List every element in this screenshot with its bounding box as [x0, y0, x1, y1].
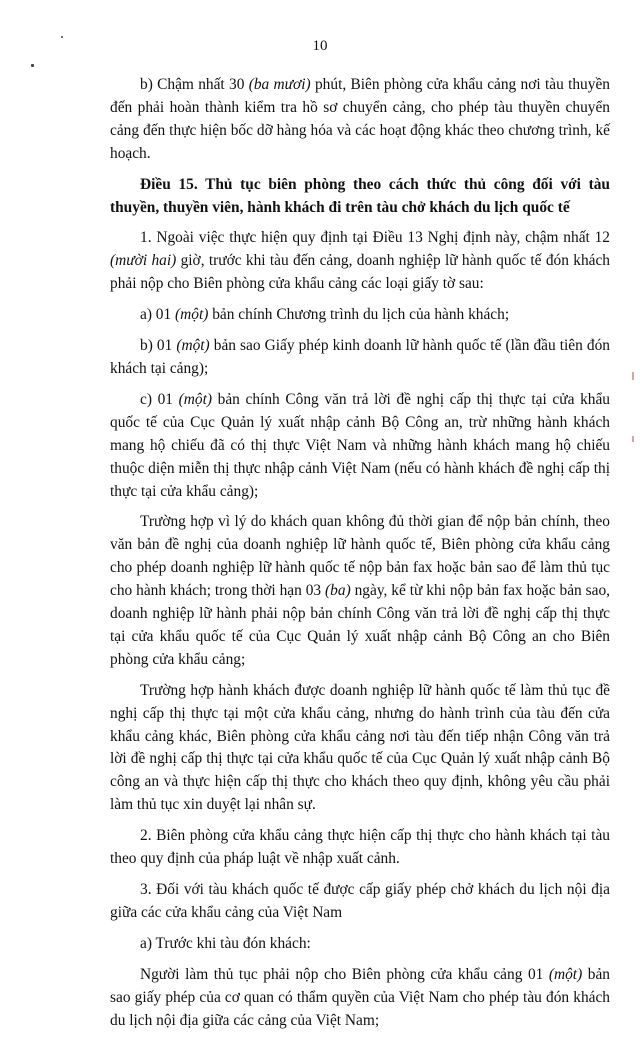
paragraph — [110, 879, 610, 925]
paragraph-text: 2. Biên phòng cửa khẩu cảng thực hiện cấp thị thực cho hành khách tại tàu theo quy định của pháp luật về nhập xuất cảnh. — [110, 827, 610, 868]
paragraph-text: ngày, kể từ khi nộp bản fax hoặc bản sao, doanh nghiệp lữ hành phải nộp bản chính Công văn trả lời đề nghị cấp thị thực tại cửa khẩu quốc tế của Cục Quản lý xuất nhập cảnh Bộ Công an cho Biên phòng cửa khẩu cảng; — [110, 582, 610, 668]
edge-mark — [632, 372, 634, 380]
paragraph — [110, 825, 610, 871]
italic-number-text: (một) — [548, 965, 583, 983]
paragraph-text: bản sao Giấy phép kinh doanh lữ hành quốc tế (lần đầu tiên đón khách tại cảng); — [110, 337, 610, 377]
paragraph — [110, 389, 610, 504]
paragraph-text: b) Chậm nhất 30 — [140, 76, 249, 93]
paragraph — [110, 335, 610, 381]
paragraph — [110, 964, 610, 1033]
paragraph-text: a) 01 — [140, 306, 176, 324]
paragraph-text: Trường hợp hành khách được doanh nghiệp lữ hành quốc tế làm thủ tục đề nghị cấp thị thực tại một cửa khẩu cảng, nhưng do hành trình của tàu đến cửa khẩu cảng khác, Biên phòng cửa khẩu cảng nơi tàu đến tiếp nhận Công văn trả lời đề nghị cấp thị thực tại cửa khẩu quốc tế của Cục Quản lý xuất nhập cảnh Bộ công an và thực hiện cấp thị thực cho khách theo quy định, không yêu cầu phải làm thủ tục xin duyệt lại nhân sự. — [110, 681, 610, 814]
paragraph-text: Trường hợp vì lý do khách quan không đủ thời gian để nộp bản chính, theo văn bản đề nghị của doanh nghiệp lữ hành quốc tế, Biên phòng cửa khẩu cảng cho phép doanh nghiệp lữ hành quốc tế nộp bản fax hoặc bản sao để làm thủ tục cho hành khách; trong thời hạn 03 — [110, 513, 610, 600]
italic-number-text: (một) — [176, 337, 210, 355]
document-body — [110, 74, 610, 1040]
italic-number-text: (một) — [178, 390, 212, 408]
paragraph-text: b) 01 — [140, 337, 177, 355]
paragraph — [110, 304, 610, 327]
paragraph-text: 1. Ngoài việc thực hiện quy định tại Điều 13 Nghị định này, chậm nhất 12 — [140, 229, 610, 247]
paragraph-text: Người làm thủ tục phải nộp cho Biên phòng cửa khẩu cảng 01 — [140, 965, 549, 983]
italic-number-text: (mười hai) — [110, 252, 177, 270]
page-number: 10 — [312, 38, 328, 54]
paragraph-text: Điều 15. Thủ tục biên phòng theo cách thức thủ công đối với tàu thuyền, thuyền viên, hành khách đi trên tàu chở khách du lịch quốc tế — [110, 175, 610, 216]
paragraph-text: bản chính Chương trình du lịch của hành khách; — [208, 306, 510, 324]
paragraph-text: bản chính Công văn trả lời đề nghị cấp thị thực tại cửa khẩu quốc tế của Cục Quản lý xuất nhập cảnh Bộ Công an, trừ những hành khách mang hộ chiếu đã có thị thực Việt Nam và những hành khách mang hộ chiếu thuộc diện miễn thị thực nhập cảnh Việt Nam (nếu có hành khách đề nghị cấp thị thực tại cửa khẩu cảng); — [110, 390, 610, 500]
italic-number-text: (một) — [175, 306, 209, 324]
paragraph-text: c) 01 — [140, 390, 179, 408]
paragraph — [110, 933, 610, 956]
paragraph-text: 3. Đối với tàu khách quốc tế được cấp giấy phép chở khách du lịch nội địa giữa các cửa khẩu cảng của Việt Nam — [110, 881, 610, 921]
paragraph-text: a) Trước khi tàu đón khách: — [140, 934, 311, 952]
paragraph — [110, 227, 610, 296]
paragraph-text: giờ, trước khi tàu đến cảng, doanh nghiệp lữ hành quốc tế đón khách phải nộp cho Biên phòng cửa khẩu cảng các loại giấy tờ sau: — [110, 252, 610, 293]
paragraph — [110, 74, 610, 166]
italic-number-text: (ba mươi) — [248, 76, 311, 93]
paragraph-text: bản sao giấy phép của cơ quan có thẩm quyền của Việt Nam cho phép tàu đón khách du lịch nội địa giữa các cảng của Việt Nam; — [110, 965, 610, 1029]
paragraph-text: phút, Biên phòng cửa khẩu cảng nơi tàu thuyền đến phải hoàn thành kiểm tra hồ sơ chuyển cảng, cho phép tàu thuyền chuyển cảng đến thực hiện bốc dỡ hàng hóa và các hoạt động khác theo chương trình, kế hoạch. — [110, 76, 610, 162]
article-heading — [110, 174, 610, 220]
paragraph — [110, 511, 610, 671]
paragraph — [110, 680, 610, 817]
edge-mark — [632, 436, 634, 442]
scan-speck — [31, 64, 34, 67]
italic-number-text: (ba) — [325, 582, 351, 600]
